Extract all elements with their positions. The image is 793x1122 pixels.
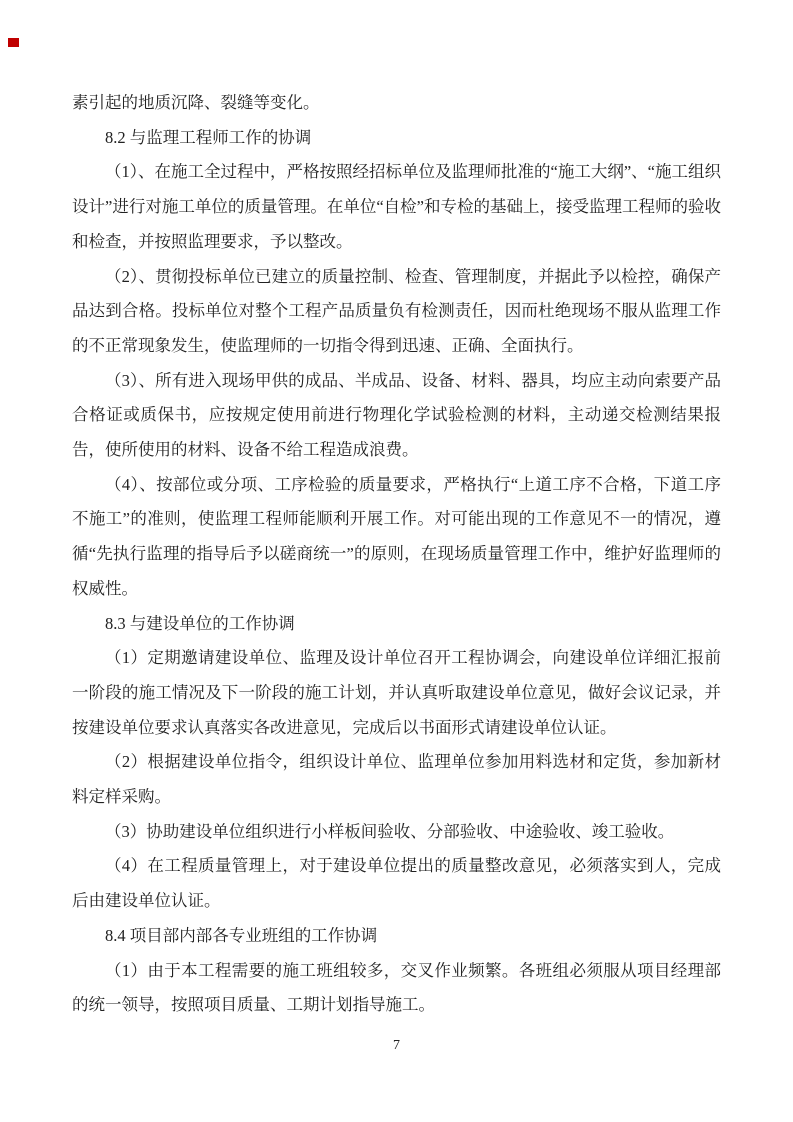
section-heading-8-4: 8.4 项目部内部各专业班组的工作协调 bbox=[105, 925, 378, 945]
section-heading-8-2: 8.2 与监理工程师工作的协调 bbox=[105, 127, 312, 147]
paragraph: （3）、所有进入现场甲供的成品、半成品、设备、材料、器具，均应主动向索要产品合格证或质保书，应按规定使用前进行物理化学试验检测的材料，主动递交检测结果报告，使所使用的材料、设备不给工程造成浪费。 bbox=[72, 370, 721, 460]
paragraph: （4）、按部位或分项、工序检验的质量要求，严格执行“上道工序不合格，下道工序不施工”的准则，使监理工程师能顺利开展工作。对可能出现的工作意见不一的情况，遵循“先执行监理的指导后予以磋商统一”的原则，在现场质量管理工作中，维护好监理师的权威性。 bbox=[72, 474, 721, 598]
paragraph: （1）定期邀请建设单位、监理及设计单位召开工程协调会，向建设单位详细汇报前一阶段的施工情况及下一阶段的施工计划，并认真听取建设单位意见，做好会议记录，并按建设单位要求认真落实各改进意见，完成后以书面形式请建设单位认证。 bbox=[72, 648, 721, 737]
section-heading-8-3: 8.3 与建设单位的工作协调 bbox=[105, 613, 295, 633]
paragraph-continuation: 素引起的地质沉降、裂缝等变化。 bbox=[72, 93, 320, 112]
page-number: 7 bbox=[393, 1038, 400, 1053]
document-body bbox=[72, 86, 721, 1023]
paragraph: （2）根据建设单位指令，组织设计单位、监理单位参加用料选材和定货，参加新材料定样采购。 bbox=[72, 752, 721, 807]
paragraph: （1）由于本工程需要的施工班组较多，交叉作业频繁。各班组必须服从项目经理部的统一领导，按照项目质量、工期计划指导施工。 bbox=[72, 960, 721, 1015]
paragraph: （2）、贯彻投标单位已建立的质量控制、检查、管理制度，并据此予以检控，确保产品达到合格。投标单位对整个工程产品质量负有检测责任，因而杜绝现场不服从监理工作的不正常现象发生，使监理师的一切指令得到迅速、正确、全面执行。 bbox=[72, 266, 721, 355]
paragraph: （4）在工程质量管理上，对于建设单位提出的质量整改意见，必须落实到人，完成后由建设单位认证。 bbox=[72, 856, 721, 911]
red-mark bbox=[8, 38, 19, 47]
paragraph: （3）协助建设单位组织进行小样板间验收、分部验收、中途验收、竣工验收。 bbox=[105, 821, 675, 841]
paragraph: （1）、在施工全过程中，严格按照经招标单位及监理师批准的“施工大纲”、“施工组织设计”进行对施工单位的质量管理。在单位“自检”和专检的基础上，接受监理工程师的验收和检查，并按照监理要求，予以整改。 bbox=[72, 162, 721, 251]
